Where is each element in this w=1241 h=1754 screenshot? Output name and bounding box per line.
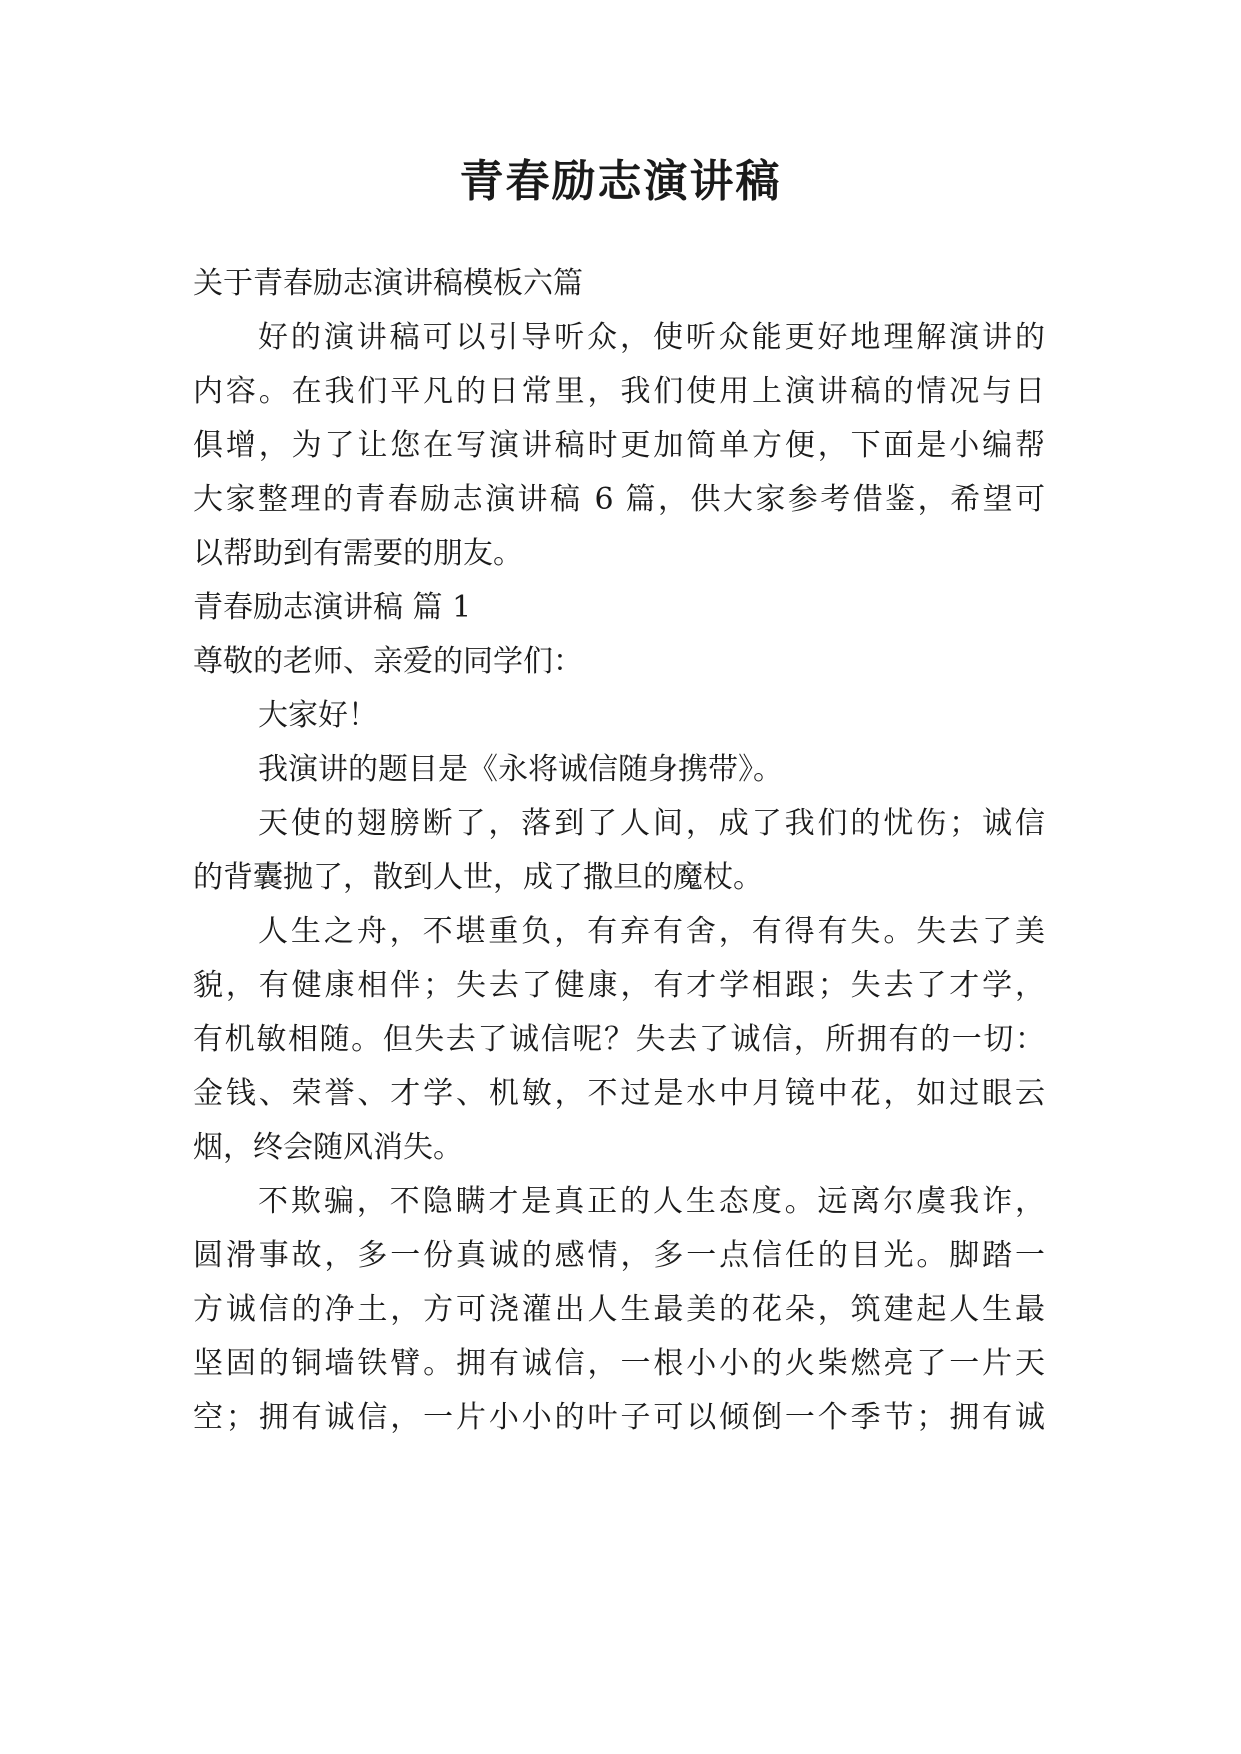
body-line: 不欺骗，不隐瞒才是真正的人生态度。远离尔虞我诈，: [258, 1184, 1045, 1219]
body-line: 内容。在我们平凡的日常里，我们使用上演讲稿的情况与日: [193, 374, 1045, 409]
body-line: 空；拥有诚信，一片小小的叶子可以倾倒一个季节；拥有诚: [193, 1400, 1045, 1435]
body-line: 貌，有健康相伴；失去了健康，有才学相跟；失去了才学，: [193, 968, 1045, 1003]
body-line: 圆滑事故，多一份真诚的感情，多一点信任的目光。脚踏一: [193, 1238, 1045, 1273]
body-line: 俱增，为了让您在写演讲稿时更加简单方便，下面是小编帮: [193, 428, 1045, 463]
body-line: 有机敏相随。但失去了诚信呢？失去了诚信，所拥有的一切：: [193, 1022, 1045, 1057]
body-line: 金钱、荣誉、才学、机敏，不过是水中月镜中花，如过眼云: [193, 1076, 1045, 1111]
body-line: 大家整理的青春励志演讲稿 6 篇，供大家参考借鉴，希望可: [193, 482, 1045, 517]
body-line: 方诚信的净土，方可浇灌出人生最美的花朵，筑建起人生最: [193, 1292, 1045, 1327]
document-title: 青春励志演讲稿: [459, 156, 782, 207]
subtitle-line: 关于青春励志演讲稿模板六篇: [193, 266, 583, 301]
speech-topic: 我演讲的题目是《永将诚信随身携带》。: [258, 752, 783, 787]
body-line: 的背囊抛了，散到人世，成了撒旦的魔杖。: [193, 860, 763, 895]
body-line: 天使的翅膀断了，落到了人间，成了我们的忧伤；诚信: [258, 806, 1045, 841]
greeting: 大家好！: [258, 698, 378, 733]
section-heading: 青春励志演讲稿 篇 1: [193, 590, 472, 625]
body-line: 烟，终会随风消失。: [193, 1130, 463, 1165]
body-line: 好的演讲稿可以引导听众，使听众能更好地理解演讲的: [258, 320, 1045, 355]
body-line: 人生之舟，不堪重负，有弃有舍，有得有失。失去了美: [258, 914, 1045, 949]
salutation: 尊敬的老师、亲爱的同学们：: [193, 644, 583, 679]
body-line: 以帮助到有需要的朋友。: [193, 536, 523, 571]
body-line: 坚固的铜墙铁臂。拥有诚信，一根小小的火柴燃亮了一片天: [193, 1346, 1045, 1381]
